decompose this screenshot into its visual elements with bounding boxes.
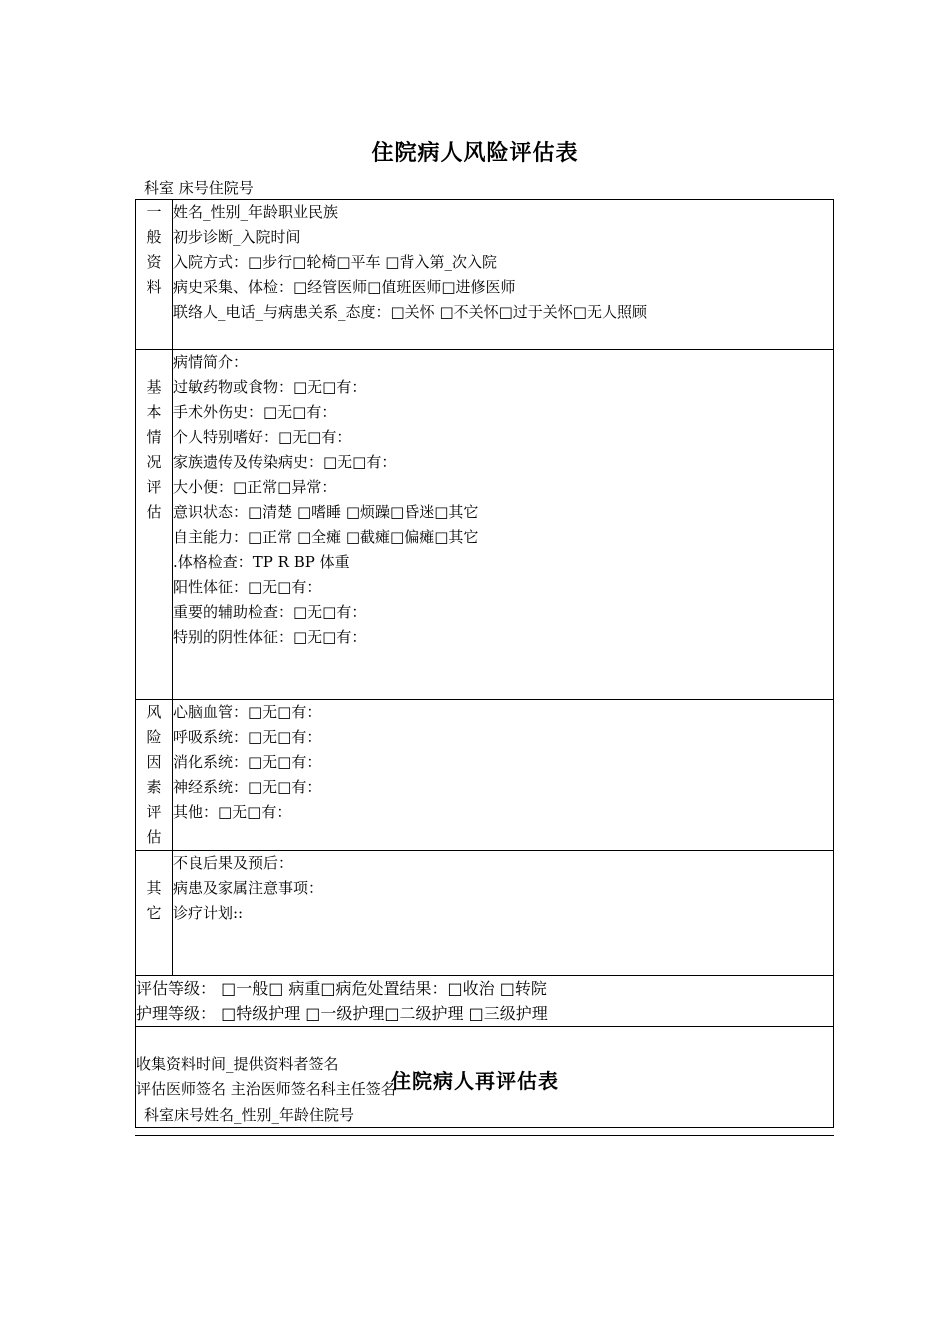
excretion-line[interactable]: 大小便：□正常□异常： (173, 478, 337, 496)
digestive-line[interactable]: 消化系统：□无□有： (173, 753, 322, 771)
respiratory-line[interactable]: 呼吸系统：□无□有： (173, 728, 322, 746)
section-general (136, 200, 834, 350)
contact-person-line[interactable]: 联络人_电话_与病患关系_态度：□关怀 □不关怀□过于关怀□无人照顾 (173, 303, 647, 321)
personal-habits-line[interactable]: 个人特别嗜好：□无□有： (173, 428, 352, 446)
treatment-plan-line: 诊疗计划:: (173, 904, 244, 922)
header-info-line: 科室 床号住院号 (144, 179, 254, 197)
section-risk (136, 700, 834, 851)
section-basic (136, 350, 834, 700)
name-gender-age-line: 姓名_性别_年龄职业民族 (173, 203, 339, 221)
surgery-history-line[interactable]: 手术外伤史：□无□有： (173, 403, 337, 421)
reassess-title: 住院病人再评估表 (391, 1069, 559, 1093)
assessment-form-table (135, 199, 834, 1128)
cardio-line[interactable]: 心脑血管：□无□有： (173, 703, 322, 721)
nervous-line[interactable]: 神经系统：□无□有： (173, 778, 322, 796)
other-risk-line[interactable]: 其他：□无□有： (173, 803, 292, 821)
section-grading (136, 976, 834, 1027)
section-risk-content (173, 700, 834, 851)
assessment-level-line[interactable]: 评估等级： □一般□ 病重□病危处置结果：□收治 □转院 (136, 979, 547, 998)
family-history-line[interactable]: 家族遗传及传染病史：□无□有： (173, 453, 397, 471)
section-basic-label: 基 本 情 况 评 估 (136, 350, 173, 700)
page-title: 住院病人风险评估表 (371, 140, 579, 166)
prognosis-line: 不良后果及预后： (173, 854, 294, 872)
condition-summary-line: 病情简介： (173, 353, 249, 371)
signers-line: 评估医师签名 主治医师签名科主任签名 (136, 1080, 396, 1098)
section-other-content (173, 851, 834, 976)
divider (135, 1135, 834, 1136)
admission-mode-line[interactable]: 入院方式：□步行□轮椅□平车 □背入第_次入院 (173, 253, 497, 271)
section-risk-label: 风 险 因 素 评 估 (136, 700, 173, 851)
section-general-label: 一 般 资 料 (136, 200, 173, 350)
family-notes-line: 病患及家属注意事项： (173, 879, 324, 897)
allergy-line[interactable]: 过敏药物或食物：□无□有： (173, 378, 367, 396)
reassess-header-line: 科室床号姓名_性别_年龄住院号 (144, 1106, 355, 1124)
auxiliary-exam-line[interactable]: 重要的辅助检查：□无□有： (173, 603, 367, 621)
collect-info-line: 收集资料时间_提供资料者签名 (136, 1055, 339, 1073)
physical-exam-line: .体格检查：TP R BP 体重 (173, 553, 350, 571)
consciousness-line[interactable]: 意识状态：□清楚 □嗜睡 □烦躁□昏迷□其它 (173, 503, 479, 521)
positive-signs-line[interactable]: 阳性体征：□无□有： (173, 578, 322, 596)
negative-signs-line[interactable]: 特别的阴性体征：□无□有： (173, 628, 367, 646)
diagnosis-admission-line: 初步诊断_入院时间 (173, 228, 301, 246)
nursing-level-line[interactable]: 护理等级： □特级护理 □一级护理□二级护理 □三级护理 (136, 1004, 548, 1023)
grading-cell (136, 976, 834, 1027)
section-basic-content (173, 350, 834, 700)
section-other (136, 851, 834, 976)
section-general-content (173, 200, 834, 350)
history-taking-line[interactable]: 病史采集、体检：□经管医师□值班医师□进修医师 (173, 278, 516, 296)
self-care-line[interactable]: 自主能力：□正常 □全瘫 □截瘫□偏瘫□其它 (173, 528, 479, 546)
section-other-label: 其 它 (136, 851, 173, 976)
